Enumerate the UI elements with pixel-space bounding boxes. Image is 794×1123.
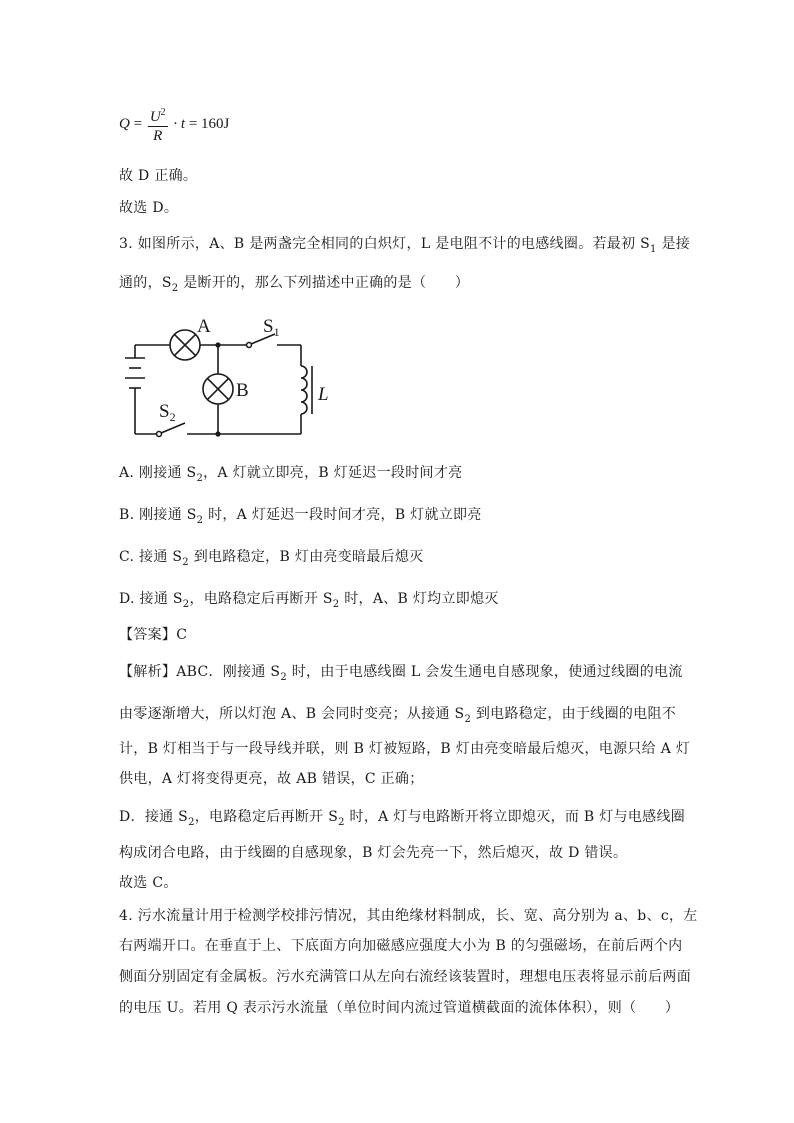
question-3-line-2 xyxy=(119,272,469,294)
q3-text-a: 3. 如图所示，A、B 是两盏完全相同的白炽灯，L 是电阻不计的电感线圈。若最初 S xyxy=(119,236,651,252)
q3-sub-b: 2 xyxy=(171,282,179,294)
switch-s2-blade xyxy=(161,423,185,433)
q3-sub-a: 1 xyxy=(650,243,657,255)
label-a: A xyxy=(197,316,211,337)
question-3-line-1 xyxy=(119,233,690,255)
option-a: A. 刚接通 $S_2$，A 灯就立即亮，B 灯延迟一段时间才亮 xyxy=(119,465,463,484)
line-select-d: 故选 D。 xyxy=(119,200,179,216)
analysis-line-1: 【解析】ABC．刚接通 $S_2$ 时，由于电感线圈 L 会发生通电自感现象，使通过线圈的电流 xyxy=(119,664,683,683)
q3-text-a-tail: 是接 xyxy=(656,236,691,252)
formula-heat: Q = $\frac{U^2}{R}$ · t = 160J xyxy=(119,104,229,145)
line-d-correct: 故 D 正确。 xyxy=(119,168,198,184)
label-l: L xyxy=(318,384,329,405)
junction-top xyxy=(215,342,220,347)
formula-fraction xyxy=(148,104,168,145)
formula-den: R xyxy=(153,128,163,144)
analysis-line-5: D．接通 $S_2$，电路稳定后再断开 $S_2$ 时，A 灯与电路断开将立即熄灭，而 B 灯与电感线圈 xyxy=(119,809,686,828)
option-d: D. 接通 $S_2$，电路稳定后再断开 $S_2$ 时，A、B 灯均立即熄灭 xyxy=(119,591,499,610)
analysis-line-3: 计，B 灯相当于与一段导线并联，则 B 灯被短路，B 灯由亮变暗最后熄灭，电源只给 A 灯 xyxy=(119,741,691,757)
label-s1: $S_1$ xyxy=(263,316,280,339)
question-4-line-2: 右两端开口。在垂直于上、下底面方向加磁感应强度大小为 B 的匀强磁场，在前后两个内 xyxy=(119,938,683,954)
formula-num: U xyxy=(149,109,161,125)
question-4-line-3: 侧面分别固定有金属板。污水充满管口从左向右流经该装置时，理想电压表将显示前后两面 xyxy=(119,969,691,985)
analysis-line-6: 构成闭合电路，由于线圈的自感现象，B 灯会先亮一下，然后熄灭，故 D 错误。 xyxy=(119,845,628,861)
option-c: C. 接通 $S_2$ 到电路稳定，B 灯由亮变暗最后熄灭 xyxy=(119,549,424,568)
question-4-line-1: 4. 污水流量计用于检测学校排污情况，其由绝缘材料制成，长、宽、高分别为 a、b、c，左 xyxy=(119,908,698,924)
line-select-c: 故选 C。 xyxy=(119,875,178,891)
inductor-coil xyxy=(301,366,307,414)
formula-lhs: Q xyxy=(119,115,130,132)
label-b: B xyxy=(236,380,249,401)
formula-result: = 160J xyxy=(188,115,230,132)
analysis-line-2: 由零逐渐增大，所以灯泡 A、B 会同时变亮；从接通 $S_2$ 到电路稳定，由于线圈的电阻不 xyxy=(119,706,677,725)
label-s2: $S_2$ xyxy=(159,401,176,424)
analysis-line-4: 供电，A 灯将变得更亮，故 AB 错误，C 正确； xyxy=(119,771,424,787)
formula-num-exp: 2 xyxy=(160,107,166,118)
circuit-diagram xyxy=(115,310,335,445)
option-b: B. 刚接通 $S_2$ 时，A 灯延迟一段时间才亮，B 灯就立即亮 xyxy=(119,507,482,526)
question-4-line-4: 的电压 U。若用 Q 表示污水流量（单位时间内流过管道横截面的流体体积），则（ ） xyxy=(119,1000,680,1016)
formula-tail: · t xyxy=(173,115,186,132)
junction-bottom xyxy=(215,431,220,436)
q3-text-b-tail: 是断开的，那么下列描述中正确的是（ ） xyxy=(178,275,470,291)
answer-line: 【答案】C xyxy=(119,627,188,643)
q3-text-b: 通的，S xyxy=(119,275,172,291)
